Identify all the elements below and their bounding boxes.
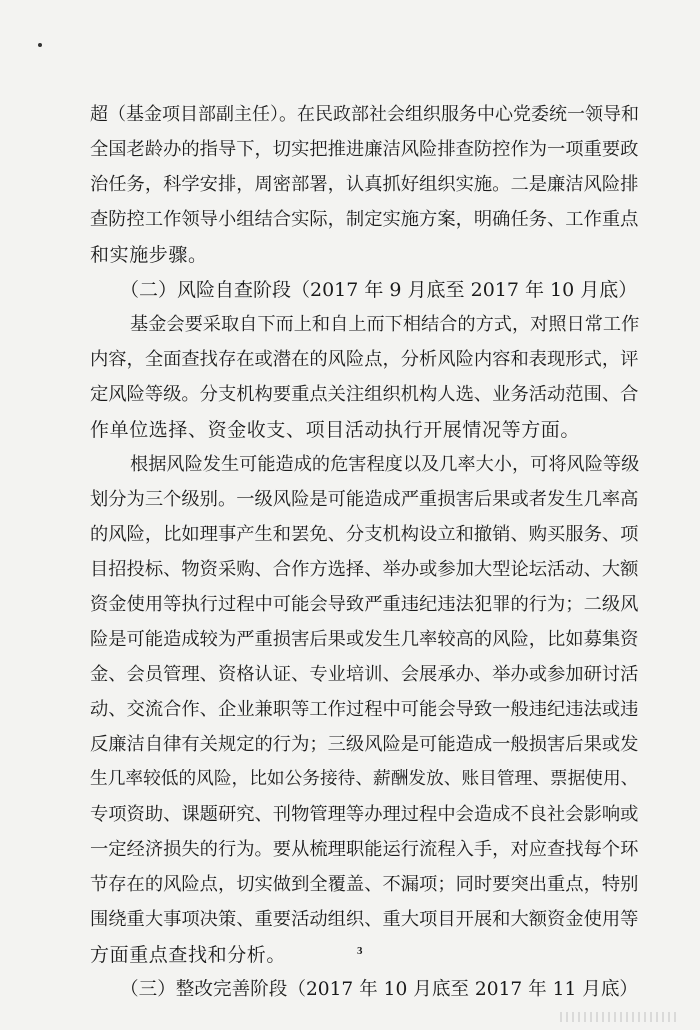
text-line: 金、会员管理、资格认证、专业培训、会展承办、举办或参加研讨活 (90, 664, 639, 685)
section-heading: （二）风险自查阶段（2017 年 9 月底至 2017 年 10 月底） (120, 279, 638, 301)
section-heading: （三）整改完善阶段（2017 年 10 月底至 2017 年 11 月底） (120, 979, 639, 1000)
text-line: 节存在的风险点，切实做到全覆盖、不漏项；同时要突出重点，特别 (90, 874, 639, 895)
text-line: 作单位选择、资金收支、项目活动执行开展情况等方面。 (90, 419, 581, 441)
scan-artifact-dot (38, 43, 42, 47)
text-line: 方面重点查找和分析。 (90, 944, 287, 966)
text-line: 全国老龄办的指导下，切实把推进廉洁风险排查防控作为一项重要政 (90, 139, 639, 160)
text-line: 一定经济损失的行为。要从梳理职能运行流程入手，对应查找每个环 (90, 839, 639, 860)
text-line: 生几率较低的风险，比如公务接待、薪酬发放、账目管理、票据使用、 (90, 769, 639, 789)
text-line: 查防控工作领导小组结合实际，制定实施方案，明确任务、工作重点 (90, 209, 639, 230)
text-line: 围绕重大事项决策、重要活动组织、重大项目开展和大额资金使用等 (90, 909, 639, 930)
text-line: 专项资助、课题研究、刊物管理等办理过程中会造成不良社会影响或 (90, 804, 639, 825)
page-number: 3 (357, 945, 363, 957)
text-line: 根据风险发生可能造成的危害程度以及几率大小，可将风险等级 (130, 454, 640, 475)
text-line: 超（基金项目部副主任）。在民政部社会组织服务中心党委统一领导和 (90, 104, 639, 125)
text-line: 的风险，比如理事产生和罢免、分支机构设立和撤销、购买服务、项 (90, 524, 639, 545)
text-line: 定风险等级。分支机构要重点关注组织机构人选、业务活动范围、合 (90, 384, 639, 405)
text-line: 目招投标、物资采购、合作方选择、举办或参加大型论坛活动、大额 (90, 559, 639, 580)
text-line: 内容，全面查找存在或潜在的风险点，分析风险内容和表现形式，评 (90, 349, 639, 370)
text-line: 险是可能造成较为严重损害后果或发生几率较高的风险，比如募集资 (90, 629, 639, 650)
text-line: 动、交流合作、企业兼职等工作过程中可能会导致一般违纪违法或违 (90, 699, 639, 720)
text-line: 反廉洁自律有关规定的行为；三级风险是可能造成一般损害后果或发 (90, 734, 639, 755)
text-line: 资金使用等执行过程中可能会导致严重违纪违法犯罪的行为；二级风 (90, 594, 639, 615)
text-line: 划分为三个级别。一级风险是可能造成严重损害后果或者发生几率高 (90, 489, 639, 510)
scan-artifact-noise (560, 1012, 680, 1022)
text-line: 治任务，科学安排，周密部署，认真抓好组织实施。二是廉洁风险排 (90, 174, 639, 195)
text-line: 和实施步骤。 (90, 244, 208, 266)
text-line: 基金会要采取自下而上和自上而下相结合的方式，对照日常工作 (130, 314, 640, 335)
